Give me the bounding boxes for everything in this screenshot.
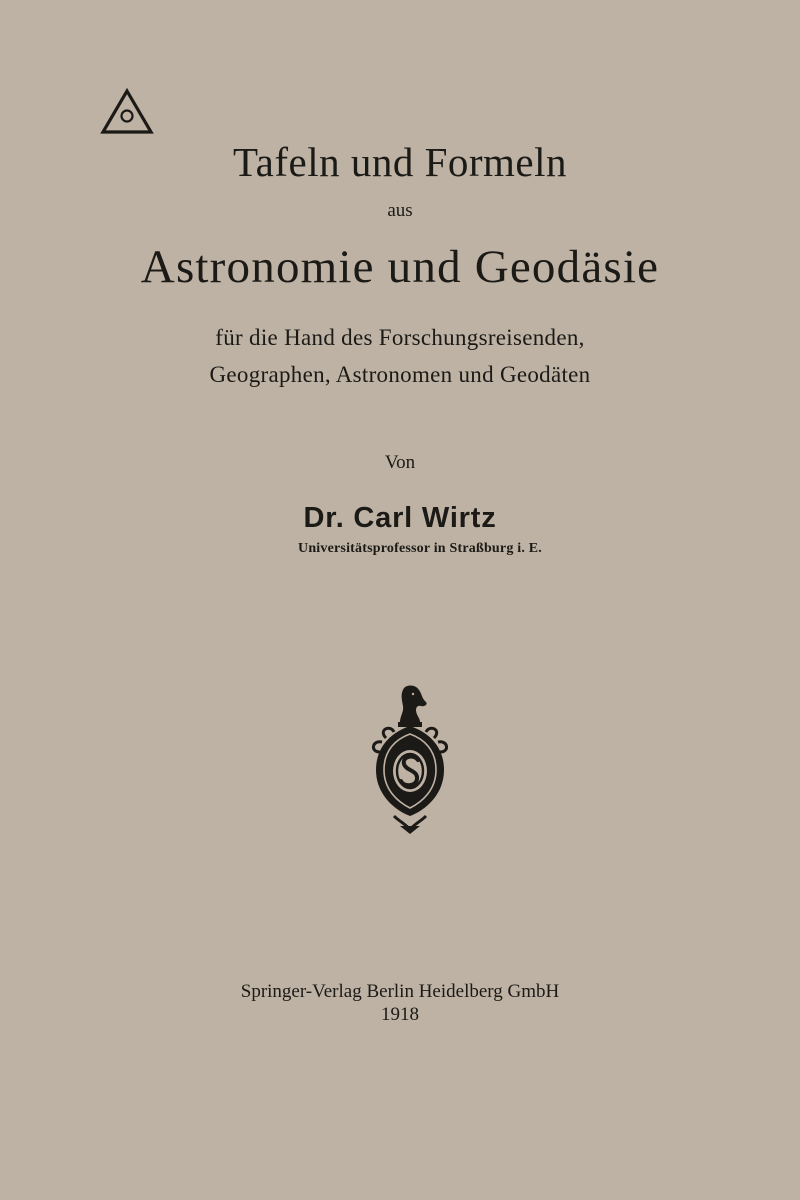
subtitle-line-1: für die Hand des Forschungsreisenden, (215, 325, 585, 350)
publisher-name: Springer-Verlag Berlin Heidelberg GmbH (240, 981, 560, 1002)
publication-year: 1918 (381, 1004, 419, 1025)
triangle-circle-icon (100, 88, 154, 136)
book-title-line-1: Tafeln und Formeln (232, 139, 568, 185)
book-title-line-2: Astronomie und Geodäsie (140, 241, 660, 293)
subtitle-line-2: Geographen, Astronomen und Geodäten (209, 362, 591, 387)
byline-von: Von (384, 452, 416, 473)
springer-horse-printer-mark (364, 682, 456, 838)
book-title-connector: aus (387, 200, 413, 221)
author-affiliation: Universitätsprofessor in Straßburg i. E. (298, 541, 542, 556)
author-name: Dr. Carl Wirtz (303, 502, 497, 534)
